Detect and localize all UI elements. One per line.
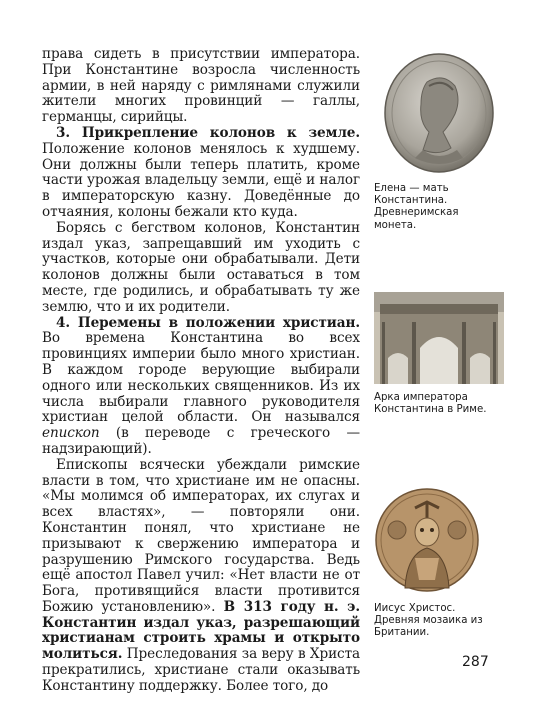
paragraph-p2 [42, 126, 360, 221]
paragraph-p4 [42, 316, 360, 458]
coin-caption: Елена — мать Константина. Древнеримская монета. [374, 183, 459, 231]
arch-of-constantine-image [374, 292, 504, 384]
paragraph-p3 [42, 221, 360, 316]
christ-mosaic-image [375, 488, 479, 592]
text-run: Епископы всячески убеждали римские власти в том, что христиане им не опасны. «Мы молимся об императорах, их слугах и всех властях», — повторяли они. Константин понял, что христиане не призывают к свержению императора и разрушению Римского государства. Ведь ещё апостол Павел учил: «Нет власти не от Бога, противящийся власти противится Божию установлению». [42, 456, 360, 615]
page-number: 287 [462, 654, 489, 670]
mosaic-caption: Иисус Христос. Древняя мозаика из Британии. [374, 603, 483, 639]
main-text-column [42, 47, 360, 695]
text-run: 4. Перемены в положении христиан. [56, 314, 360, 331]
text-run: Во времена Константина во всех провинциях империи было много христиан. В каждом городе верующие выбирали одного или нескольких священников. Из их числа выбирали главного руководителя христиан целой области. Он назывался [42, 330, 360, 426]
text-run: В 313 году н. э. Константин издал указ, разрешающий христианам строить храмы и открыто молиться. [42, 598, 360, 663]
text-run: права сидеть в присутствии императора. При Константине возросла численность армии, в ней наряду с римлянами служили жители многих провинций — галлы, германцы, сирийцы. [42, 46, 360, 126]
text-run: епископ [42, 425, 100, 442]
paragraph-p1 [42, 47, 360, 126]
helena-coin-image [383, 52, 495, 174]
text-run: (в переводе с греческого — надзирающий). [42, 425, 360, 457]
arch-caption: Арка императора Константина в Риме. [374, 392, 487, 416]
text-run: Борясь с бегством колонов, Константин издал указ, запрещавший им уходить с участков, которые они обрабатывали. Дети колонов должны были оставаться в том месте, где родились, и обрабатывать ту же землю, что и их родители. [42, 219, 360, 315]
paragraph-p5 [42, 458, 360, 695]
text-run: Положение колонов менялось к худшему. Они должны были теперь платить, кроме части урожая владельцу земли, ещё и налог в императорскую казну. Доведённые до отчаяния, колоны бежали кто куда. [42, 140, 360, 220]
text-run: Преследования за веру в Христа прекратились, христиане стали оказывать Константину поддержку. Более того, до [42, 646, 360, 694]
text-run: 3. Прикрепление колонов к земле. [56, 124, 360, 141]
